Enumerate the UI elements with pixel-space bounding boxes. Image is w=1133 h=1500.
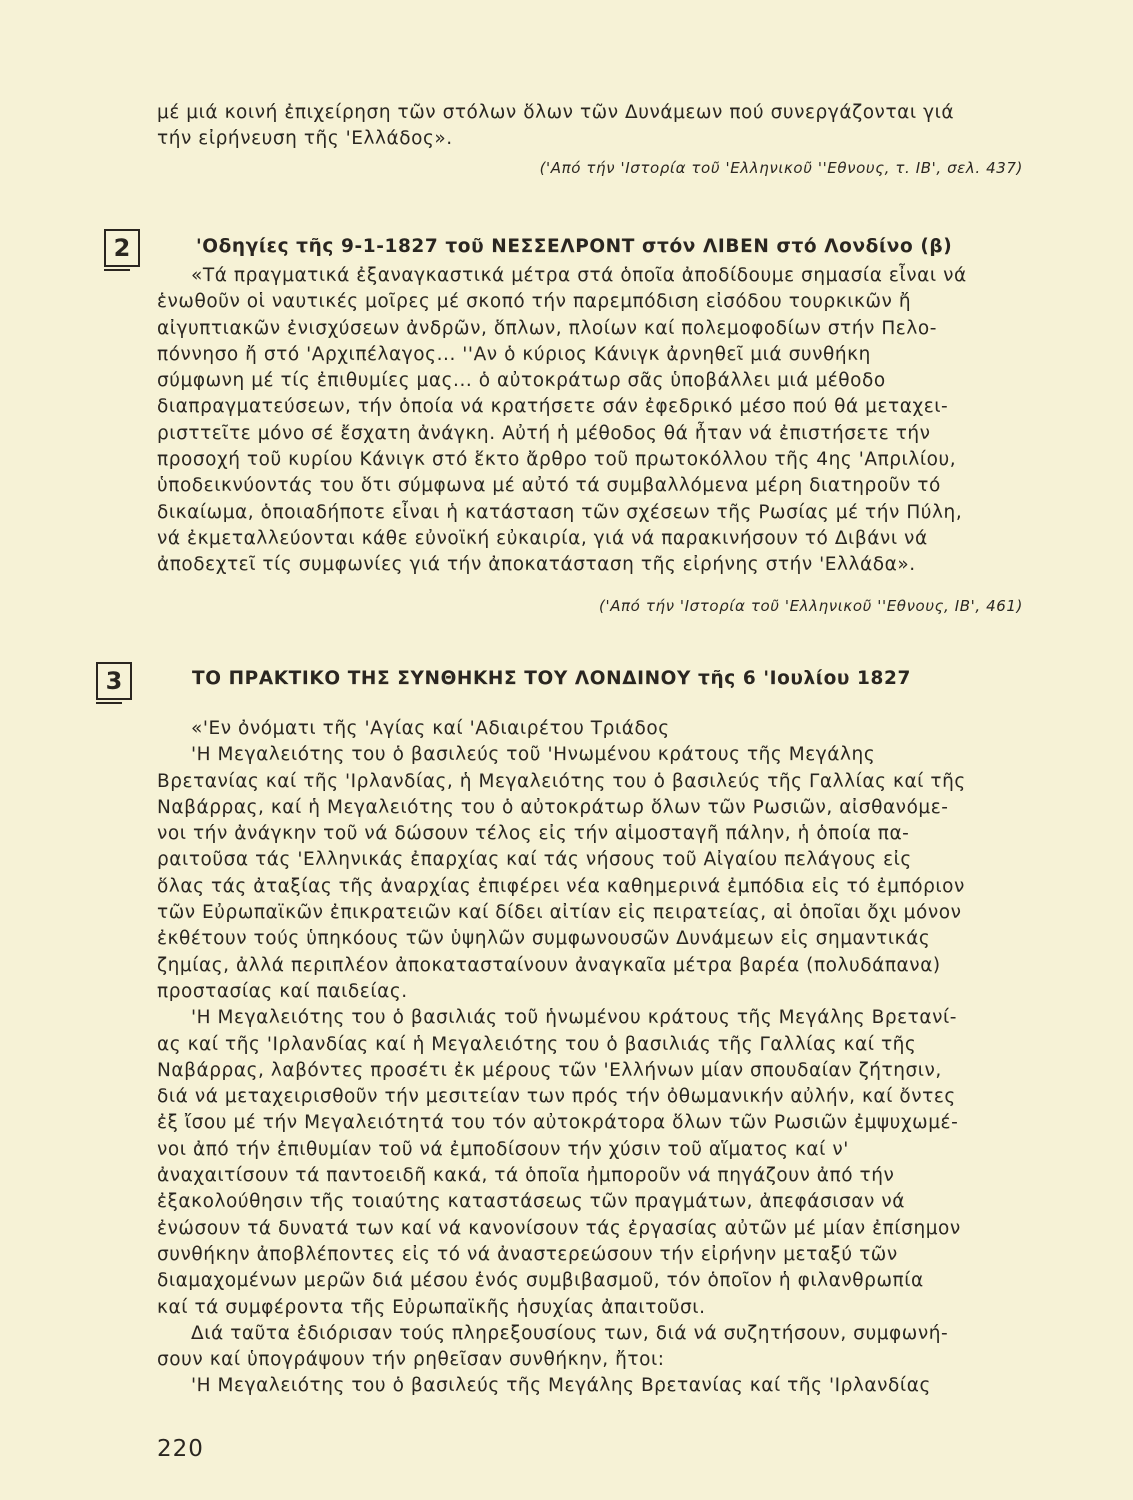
paragraph-line: 'Η Μεγαλειότης του ὁ βασιλεύς τοῦ 'Ηνωμένου κράτους τῆς Μεγάλης [191,744,876,766]
paragraph-line: δικαίωμα, ὁποιαδήποτε εἶναι ἡ κατάσταση τῶν σχέσεων τῆς Ρωσίας μέ τήν Πύλη, [157,501,963,523]
section-2-source: ('Από τήν 'Ιστορία τοῦ 'Ελληνικοῦ ''Εθνους, ΙΒ', 461) [599,597,1023,615]
paragraph-line: ας καί τῆς 'Ιρλανδίας καί ἡ Μεγαλειότης του ὁ βασιλιάς τῆς Γαλλίας καί τῆς [157,1033,917,1055]
paragraph-line: διαπραγματεύσεων, τήν ὁποία νά κρατήσετε σάν ἐφεδρικό μέσο πού θά μεταχει- [157,396,949,418]
paragraph-line: νοι ἀπό τήν ἐπιθυμίαν τοῦ νά ἐμποδίσουν τήν χύσιν τοῦ αἵματος καί ν' [157,1138,849,1160]
paragraph-line: διαμαχομένων μερῶν διά μέσου ἑνός συμβιβασμοῦ, τόν ὁποῖον ἡ φιλανθρωπία [157,1270,924,1292]
paragraph-line: ἐκθέτουν τούς ὑπηκόους τῶν ὑψηλῶν συμφωνουσῶν Δυνάμεων εἰς σημαντικάς [157,928,931,950]
section-1-text [157,100,1023,153]
paragraph-line: ἀποδεχτεῖ τίς συμφωνίες γιά τήν ἀποκατάσταση τῆς εἰρήνης στήν 'Ελλάδα». [157,554,916,576]
section-2-text [157,263,1023,579]
paragraph-line: ἐξ ἴσου μέ τήν Μεγαλειότητά του τόν αὐτοκράτορα ὅλων τῶν Ρωσιῶν ἐμψυχωμέ- [157,1112,959,1134]
paragraph-line: ἐνώσουν τά δυνατά των καί νά κανονίσουν τάς ἐργασίας αὐτῶν μέ μίαν ἐπίσημον [157,1217,961,1239]
paragraph-line: ραιτοῦσα τάς 'Ελληνικάς ἐπαρχίας καί τάς νήσους τοῦ Αἰγαίου πελάγους εἰς [157,849,912,871]
paragraph-line: προστασίας καί παιδείας. [157,980,408,1002]
paragraph-line: ἀναχαιτίσουν τά παντοειδῆ κακά, τά ὁποῖα ἠμποροῦν νά πηγάζουν ἀπό τήν [157,1165,895,1187]
section-3-text [157,716,1023,1400]
section-1-source: ('Από τήν 'Ιστορία τοῦ 'Ελληνικοῦ ''Εθνους, τ. ΙΒ', σελ. 437) [539,159,1023,177]
section-number-box: 2 [104,229,140,267]
paragraph-line: προσοχή τοῦ κυρίου Κάνιγκ στό ἕκτο ἄρθρο τοῦ πρωτοκόλλου τῆς 4ης 'Απριλίου, [157,449,957,471]
paragraph-line: αἰγυπτιακῶν ἐνισχύσεων ἀνδρῶν, ὅπλων, πλοίων καί πολεμοφοδίων στήν Πελο- [157,317,937,339]
paragraph-line: τήν εἰρήνευση τῆς 'Ελλάδος». [157,128,453,150]
paragraph-line: 'Η Μεγαλειότης του ὁ βασιλεύς τῆς Μεγάλης Βρετανίας καί τῆς 'Ιρλανδίας [191,1375,931,1397]
paragraph-line: πόννησο ἤ στό 'Αρχιπέλαγος... ''Αν ὁ κύριος Κάνιγκ ἀρνηθεῖ μιά συνθήκη [157,343,871,365]
paragraph-line: Ναβάρρας, λαβόντες προσέτι ἐκ μέρους τῶν 'Ελλήνων μίαν σπουδαίαν ζήτησιν, [157,1059,942,1081]
paragraph-line: μέ μιά κοινή ἐπιχείρηση τῶν στόλων ὅλων τῶν Δυνάμεων πού συνεργάζονται γιά [157,102,955,123]
paragraph-line: Βρετανίας καί τῆς 'Ιρλανδίας, ἡ Μεγαλειότης του ὁ βασιλεύς τῆς Γαλλίας καί τῆς [157,770,966,792]
paragraph-line: Διά ταῦτα ἐδιόρισαν τούς πληρεξουσίους των, διά νά συζητήσουν, συμφωνή- [191,1322,949,1344]
paragraph-line: διά νά μεταχειρισθοῦν τήν μεσιτείαν των πρός τήν ὀθωμανικήν αὐλήν, καί ὄντες [157,1086,956,1108]
paragraph-line: καί τά συμφέροντα τῆς Εὐρωπαϊκῆς ἡσυχίας ἀπαιτοῦσι. [157,1296,706,1318]
section-number-box: 3 [96,662,132,700]
paragraph-line: νοι τήν ἀνάγκην τοῦ νά δώσουν τέλος εἰς τήν αἱμοσταγῆ πάλην, ἡ ὁποία πα- [157,823,910,845]
paragraph-line: ζημίας, ἀλλά περιπλέον ἀποκατασταίνουν ἀναγκαῖα μέτρα βαρέα (πολυδάπανα) [157,954,941,976]
paragraph-line: συνθήκην ἀποβλέποντες εἰς τό νά ἀναστερεώσουν τήν εἰρήνην μεταξύ τῶν [157,1243,898,1265]
paragraph-line: ρισττεῖτε μόνο σέ ἔσχατη ἀνάγκη. Αὐτή ἡ μέθοδος θά ἦταν νά ἐπιστήσετε τήν [157,422,931,444]
paragraph-line: σουν καί ὑπογράψουν τήν ρηθεῖσαν συνθήκην, ἤτοι: [157,1349,665,1371]
paragraph-line: ὅλας τάς ἀταξίας τῆς ἀναρχίας ἐπιφέρει νέα καθημερινά ἐμπόδια εἰς τό ἐμπόριον [157,875,965,897]
paragraph-line: «Τά πραγματικά ἐξαναγκαστικά μέτρα στά ὁποῖα ἀποδίδουμε σημασία εἶναι νά [191,265,967,286]
paragraph-line: σύμφωνη μέ τίς ἐπιθυμίες μας... ὁ αὐτοκράτωρ σᾶς ὑποβάλλει μιά μέθοδο [157,370,886,392]
paragraph-line: τῶν Εὐρωπαϊκῶν ἐπικρατειῶν καί δίδει αἰτίαν εἰς πειρατείας, αἱ ὁποῖαι ὄχι μόνον [157,902,962,924]
section-2-heading: 'Οδηγίες τῆς 9-1-1827 τοῦ ΝΕΣΣΕΛΡΟΝΤ στόν ΛΙΒΕΝ στό Λονδίνο (β) [196,236,953,257]
paragraph-line: ἐξακολούθησιν τῆς τοιαύτης καταστάσεως τῶν πραγμάτων, ἀπεφάσισαν νά [157,1191,905,1213]
section-3-heading: ΤΟ ΠΡΑΚΤΙΚΟ ΤΗΣ ΣΥΝΘΗΚΗΣ ΤΟΥ ΛΟΝΔΙΝΟΥ τῆς 6 'Ιουλίου 1827 [192,668,911,689]
page-number: 220 [157,1436,204,1462]
paragraph-line: 'Η Μεγαλειότης του ὁ βασιλιάς τοῦ ἡνωμένου κράτους τῆς Μεγάλης Βρετανί- [191,1007,958,1029]
paragraph-line: Ναβάρρας, καί ἡ Μεγαλειότης του ὁ αὐτοκράτωρ ὅλων τῶν Ρωσιῶν, αἰσθανόμε- [157,796,949,818]
paragraph-line: νά ἐκμεταλλεύονται κάθε εὐνοϊκή εὐκαιρία, γιά νά παρακινήσουν τό Διβάνι νά [157,527,928,549]
paragraph-line: «'Εν ὀνόματι τῆς 'Αγίας καί 'Αδιαιρέτου Τριάδος [191,718,670,739]
paragraph-line: ὑποδεικνύοντάς του ὅτι σύμφωνα μέ αὐτό τά συμβαλλόμενα μέρη διατηροῦν τό [157,475,941,497]
paragraph-line: ἑνωθοῦν οἱ ναυτικές μοῖρες μέ σκοπό τήν παρεμπόδιση εἰσόδου τουρκικῶν ἤ [157,291,912,313]
